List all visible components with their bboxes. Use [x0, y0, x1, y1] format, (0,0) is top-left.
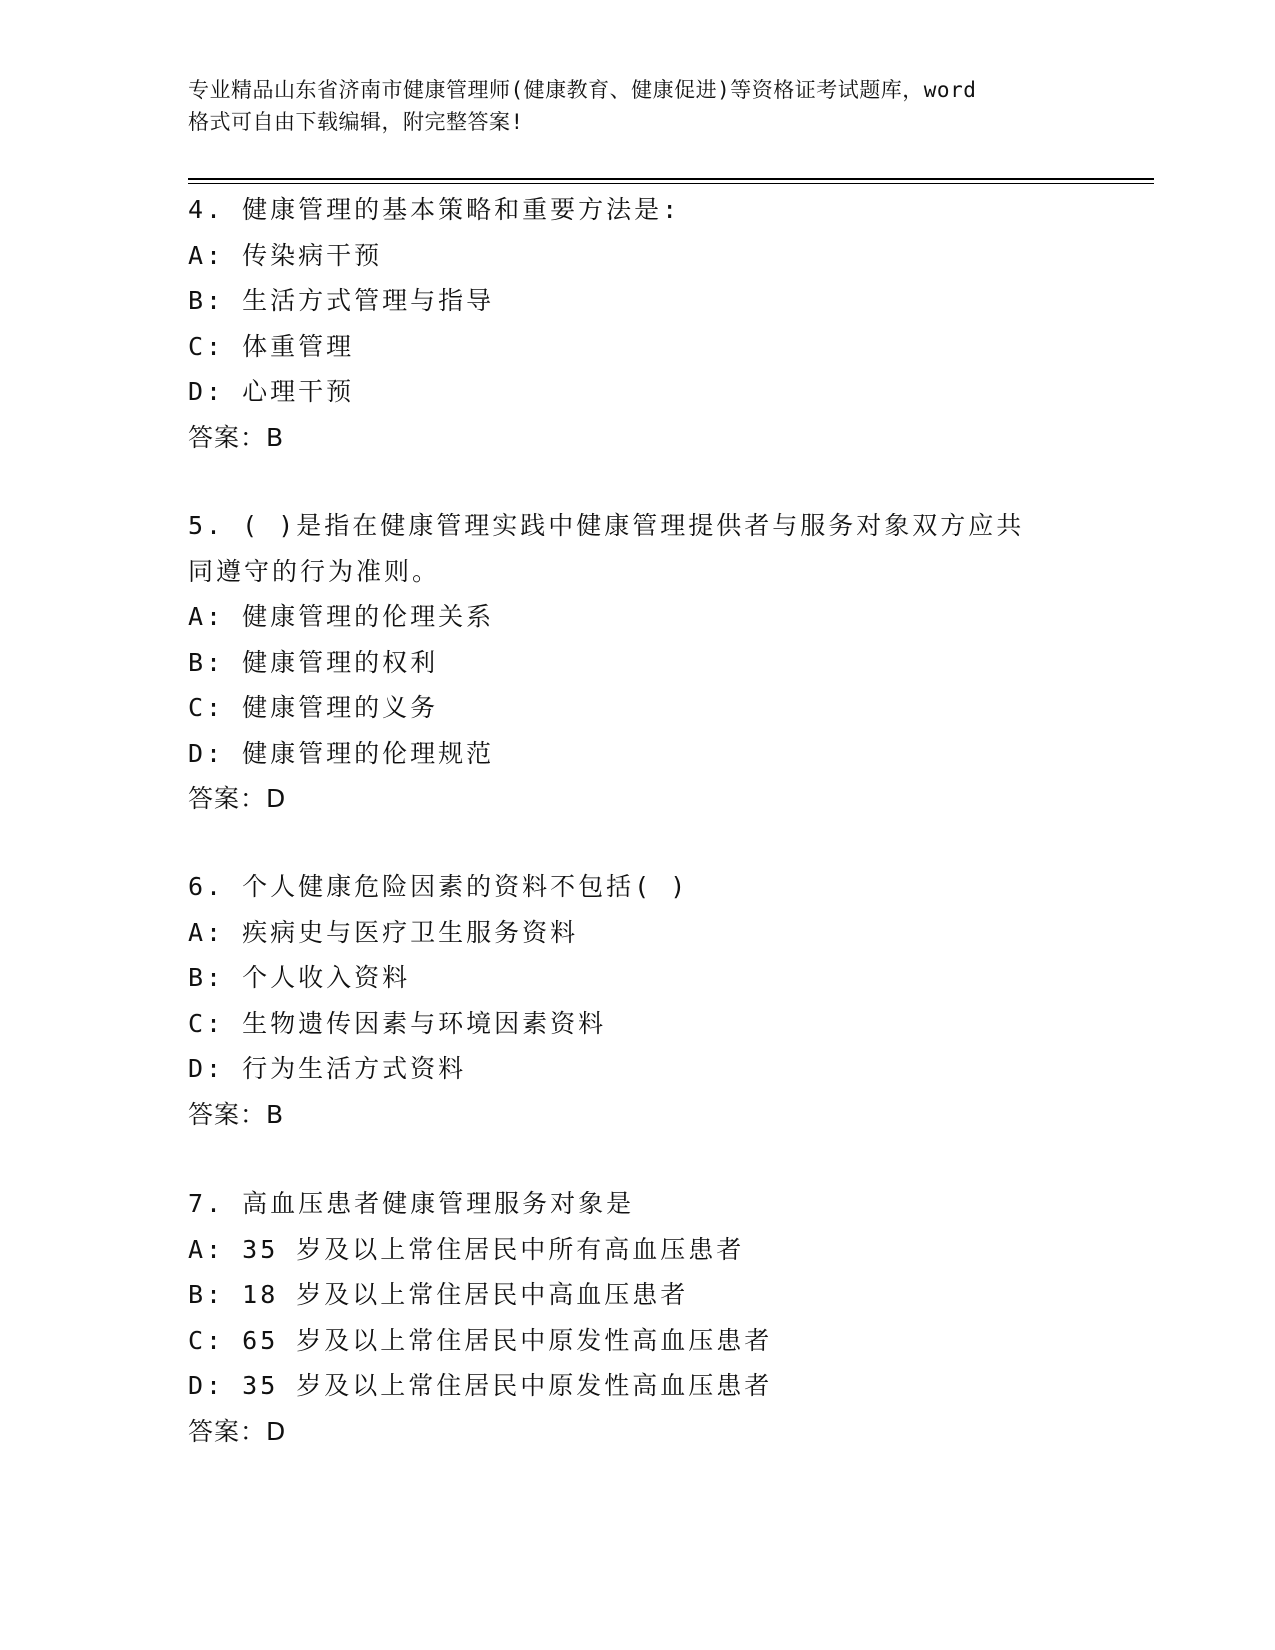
question-6: [188, 864, 1088, 1137]
option-a: A: 35 岁及以上常住居民中所有高血压患者: [188, 1234, 745, 1264]
question-stem: 6. 个人健康危险因素的资料不包括( ): [188, 872, 689, 901]
question-4: [188, 187, 1088, 460]
question-stem-continued: 同遵守的行为准则。: [188, 556, 441, 586]
option-c: C: 65 岁及以上常住居民中原发性高血压患者: [188, 1325, 773, 1355]
option-c: C: 健康管理的义务: [188, 693, 439, 722]
option-b: B: 健康管理的权利: [188, 647, 439, 677]
header-divider-thick: [188, 178, 1154, 180]
question-stem: 4. 健康管理的基本策略和重要方法是:: [188, 195, 681, 224]
header-divider-thin: [188, 183, 1154, 184]
option-a: A: 传染病干预: [188, 240, 383, 270]
option-a: A: 健康管理的伦理关系: [188, 602, 495, 631]
option-b: B: 18 岁及以上常住居民中高血压患者: [188, 1280, 689, 1309]
answer: 答案：B: [188, 422, 285, 452]
question-stem: 7. 高血压患者健康管理服务对象是: [188, 1189, 635, 1218]
answer: 答案：D: [188, 1416, 287, 1446]
option-c: C: 体重管理: [188, 331, 355, 361]
question-5: [188, 503, 1088, 822]
option-b: B: 个人收入资料: [188, 963, 411, 992]
header-line-1: 专业精品山东省济南市健康管理师(健康教育、健康促进)等资格证考试题库，word: [188, 78, 977, 102]
header-line-2: 格式可自由下载编辑，附完整答案!: [188, 110, 524, 134]
option-c: C: 生物遗传因素与环境因素资料: [188, 1008, 607, 1038]
answer: 答案：B: [188, 1099, 285, 1129]
option-a: A: 疾病史与医疗卫生服务资料: [188, 917, 579, 947]
option-d: D: 行为生活方式资料: [188, 1054, 467, 1083]
document-header: [188, 74, 1088, 138]
option-b: B: 生活方式管理与指导: [188, 286, 495, 315]
answer: 答案：D: [188, 784, 287, 813]
question-7: [188, 1181, 1088, 1454]
question-stem: 5. ( )是指在健康管理实践中健康管理提供者与服务对象双方应共: [188, 511, 1025, 540]
option-d: D: 心理干预: [188, 377, 355, 406]
option-d: D: 35 岁及以上常住居民中原发性高血压患者: [188, 1371, 773, 1400]
option-d: D: 健康管理的伦理规范: [188, 738, 495, 768]
